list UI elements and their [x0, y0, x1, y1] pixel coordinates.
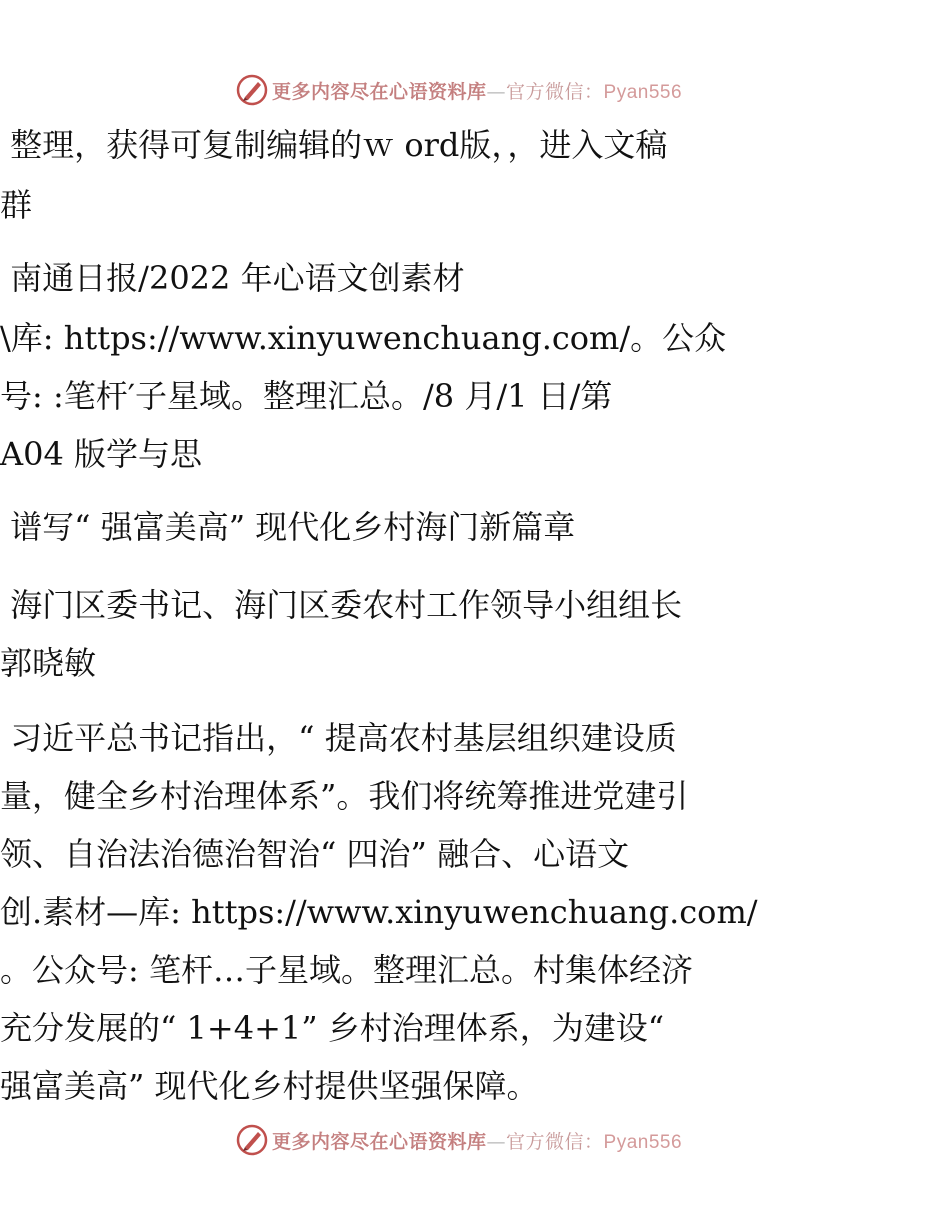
- footer-watermark-banner: [0, 1120, 950, 1160]
- body-line: 量，健全乡村治理体系”。我们将统筹推进党建引: [0, 777, 689, 815]
- body-line: 创.素材—库: https://www.xinyuwenchuang.com/: [0, 893, 758, 931]
- body-line: 号: :笔杆′子星域。整理汇总。/8 月/1 日/第: [0, 377, 613, 415]
- body-line: 领、自治法治德治智治“ 四治” 融合、心语文: [0, 835, 630, 873]
- banner-wechat-handle: Pyan556: [603, 81, 683, 103]
- article-title: 谱写“ 强富美高” 现代化乡村海门新篇章: [0, 508, 576, 546]
- body-line: 南通日报/2022 年心语文创素材: [0, 259, 465, 297]
- banner-brand-text: 更多内容尽在心语资料库: [272, 1130, 487, 1153]
- pen-logo-icon: [236, 1124, 268, 1156]
- banner-official-label: 官方微信：: [506, 80, 604, 103]
- author-name: 郭晓敏: [0, 644, 97, 682]
- pen-logo-icon: [236, 74, 268, 106]
- banner-wechat-handle: Pyan556: [603, 1131, 683, 1153]
- banner-dash: —: [486, 1130, 507, 1153]
- body-line: 习近平总书记指出，“ 提高农村基层组织建设质: [0, 719, 677, 757]
- body-line: 。公众号: 笔杆…子星域。整理汇总。村集体经济: [0, 951, 693, 989]
- body-line: A04 版学与思: [0, 435, 203, 473]
- body-line: 整理，获得可复制编辑的ｗ ord版，，进入文稿: [0, 126, 668, 164]
- author-line: 海门区委书记、海门区委农村工作领导小组组长: [0, 586, 683, 624]
- body-line: \库: https://www.xinyuwenchuang.com/。公众: [0, 319, 727, 357]
- banner-brand-text: 更多内容尽在心语资料库: [272, 80, 487, 103]
- banner-official-label: 官方微信：: [506, 1130, 604, 1153]
- banner-dash: —: [486, 80, 507, 103]
- body-line: 群: [0, 186, 33, 224]
- body-line: 充分发展的“ 1+4+1” 乡村治理体系，为建设“: [0, 1009, 665, 1047]
- header-watermark-banner: [0, 70, 950, 110]
- body-line: 强富美高” 现代化乡村提供坚强保障。: [0, 1067, 539, 1105]
